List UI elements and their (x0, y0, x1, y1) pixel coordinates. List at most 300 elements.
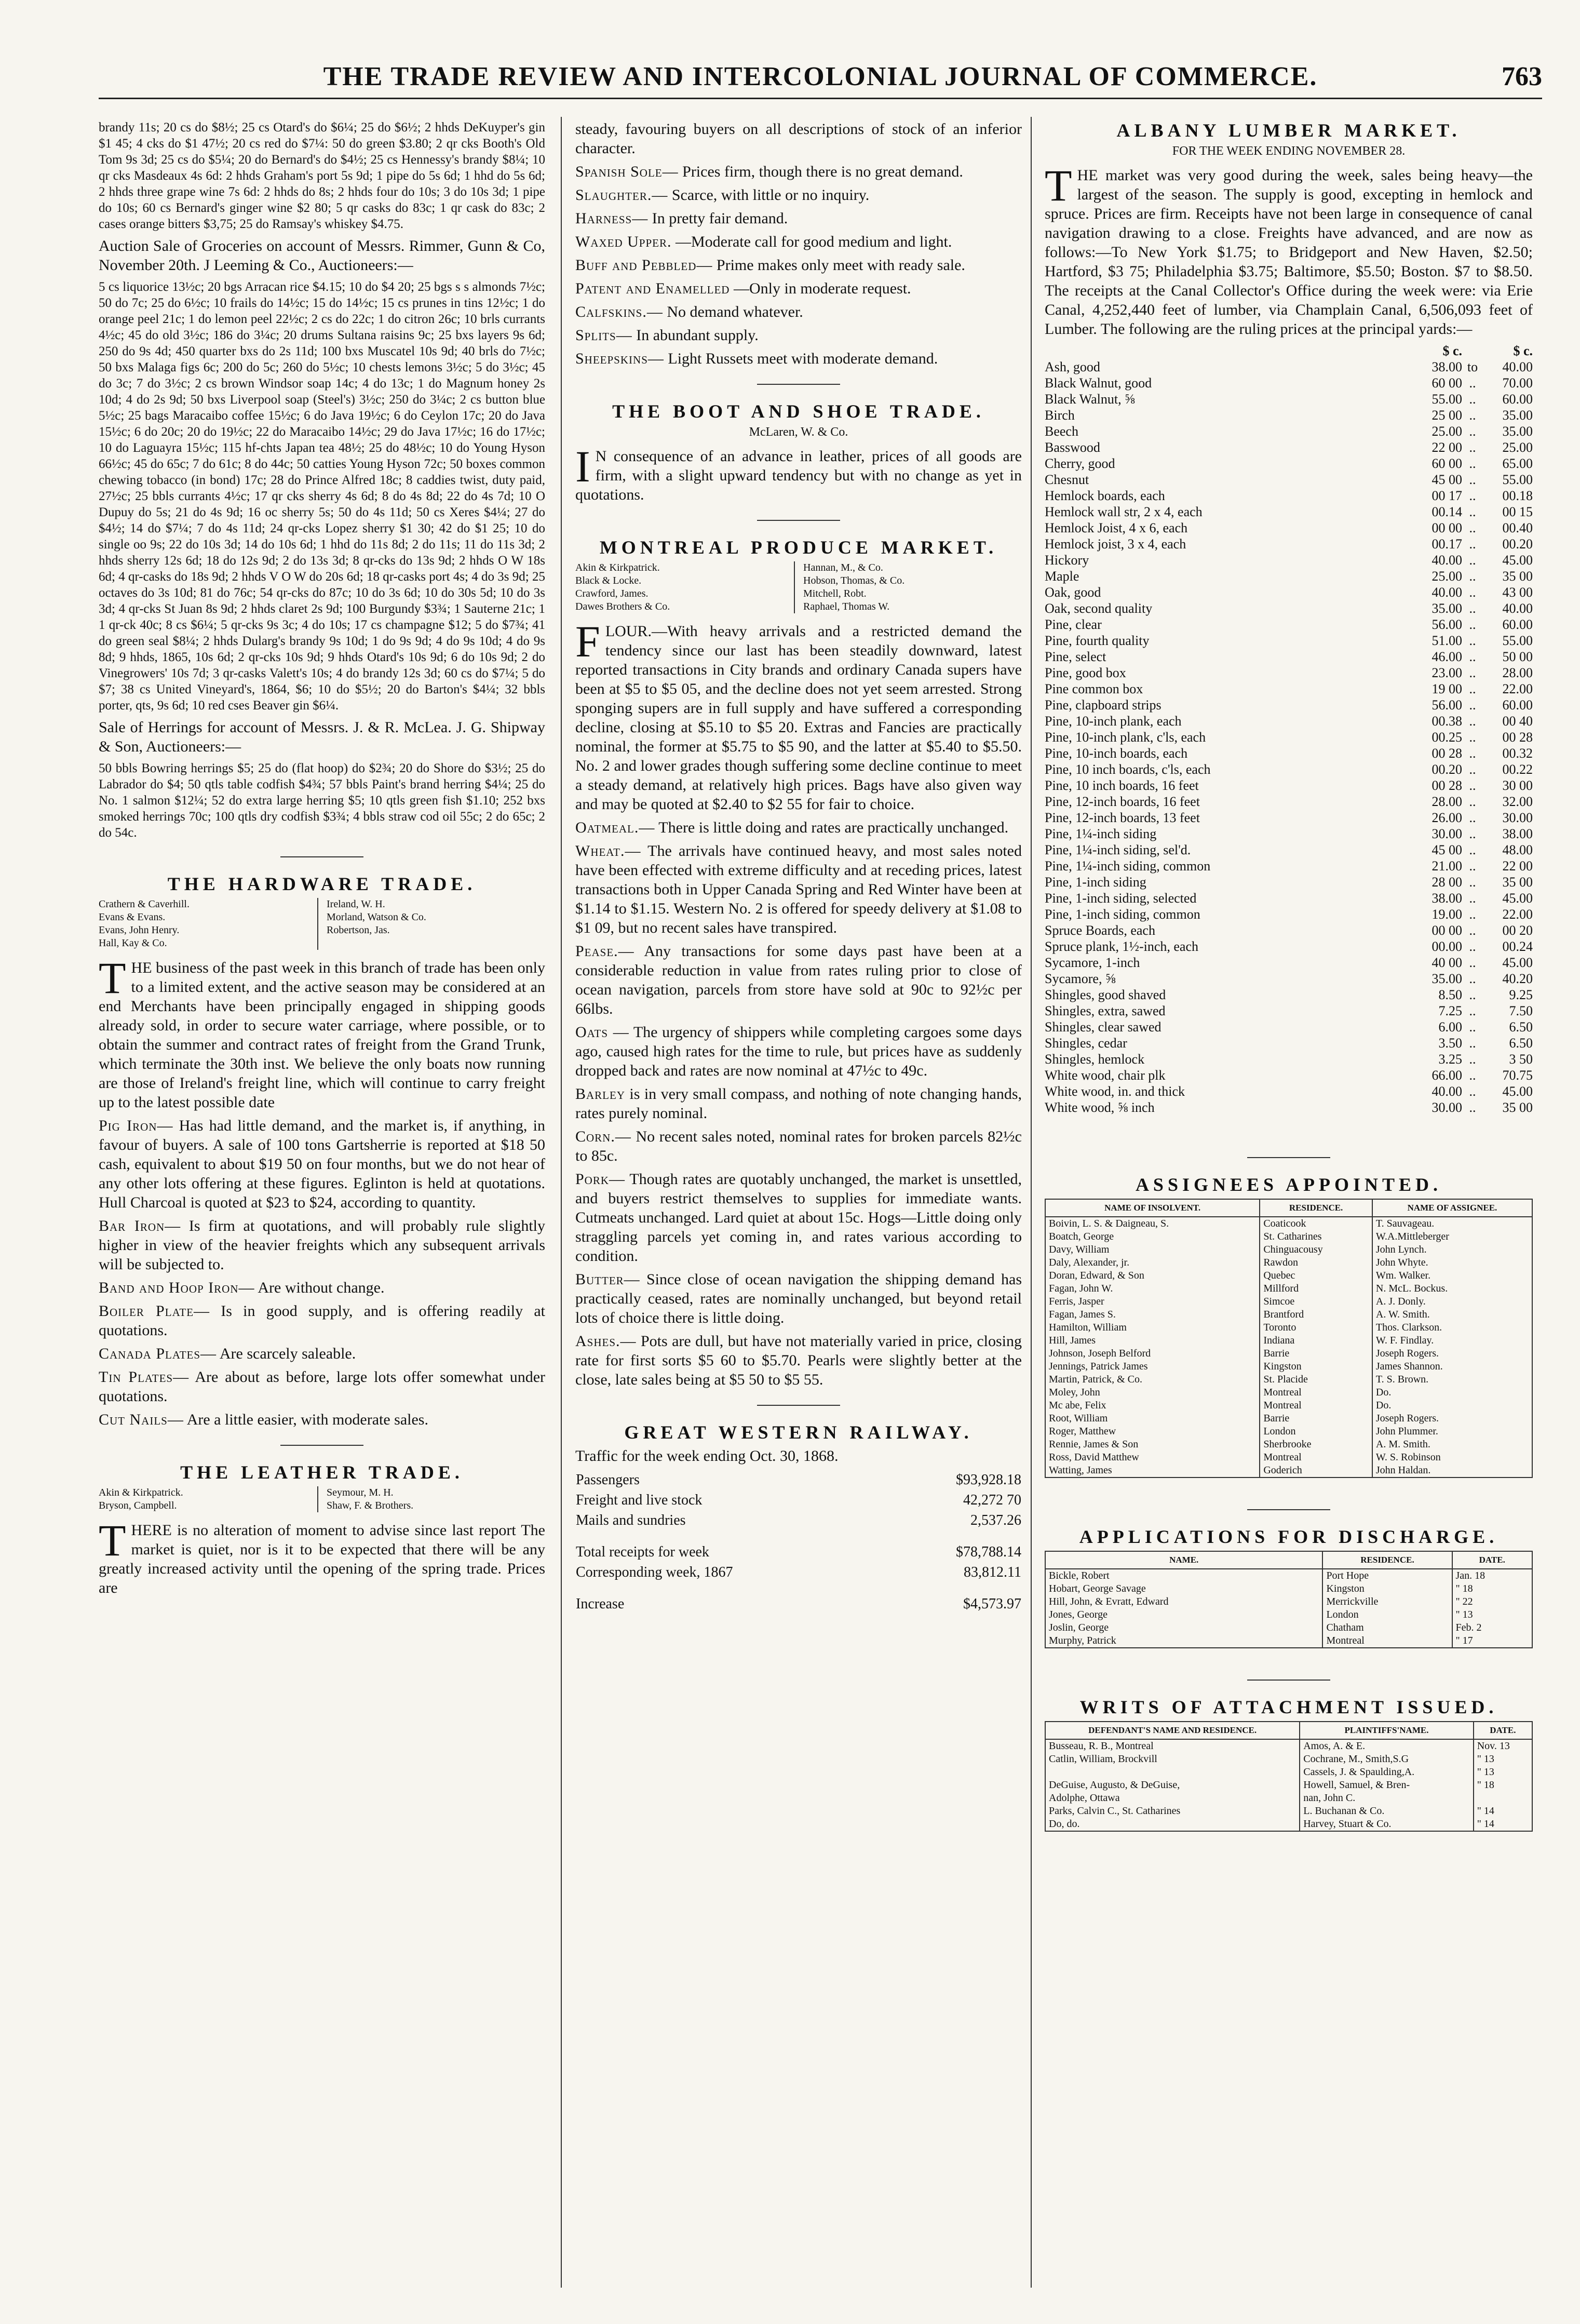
article-paragraph: Calfskins.— No demand whatever. (575, 303, 803, 320)
table-row: Pine, clapboard strips 56.00 .. 60.00 (1045, 697, 1533, 713)
table-cell: Toronto (1260, 1321, 1372, 1334)
table-cell: " 18 (1474, 1779, 1532, 1792)
table-cell: Joslin, George (1045, 1621, 1322, 1634)
price-low: 55.00 (1432, 392, 1462, 407)
article-paragraph: Cut Nails— Are a little easier, with moderate sales. (99, 1411, 428, 1428)
price-high: 6.50 (1509, 1019, 1533, 1035)
price-low: 00 00 (1432, 520, 1462, 535)
table-cell: Rennie, James & Son (1045, 1438, 1260, 1451)
table-cell: London (1322, 1608, 1452, 1621)
table-cell: W. F. Findlay. (1372, 1334, 1532, 1347)
table-row: White wood, chair plk 66.00 .. 70.75 (1045, 1068, 1533, 1083)
price-low: 3.25 (1438, 1052, 1462, 1067)
price-high: 3 50 (1509, 1052, 1533, 1067)
table-row (1045, 359, 1533, 375)
lumber-item: Ash, good (1045, 359, 1100, 374)
price-low: 8.50 (1438, 987, 1462, 1002)
table-cell: Hamilton, William (1045, 1321, 1260, 1334)
price-high: 6.50 (1509, 1036, 1533, 1051)
table-cell: Wm. Walker. (1372, 1269, 1532, 1282)
table-cell: Quebec (1260, 1269, 1372, 1282)
table-row: Spruce plank, 1½-inch, each 00.00 .. 00.24 (1045, 939, 1533, 954)
table-cell: Jan. 18 (1452, 1569, 1532, 1582)
table-row (1045, 1753, 1532, 1766)
price-high: 00.20 (1502, 536, 1533, 552)
table-row: Oak, second quality 35.00 .. 40.00 (1045, 601, 1533, 616)
table-row (1045, 1243, 1532, 1256)
table-cell: W. S. Robinson (1372, 1451, 1532, 1464)
table-row (1045, 1569, 1532, 1582)
price-low: 00.25 (1432, 730, 1462, 745)
article-paragraph: THERE is no alteration of moment to advise since last report The market is quiet, nor is it to be expected that there will be any greatly increased activity until the opening of the spring trade. Prices are (99, 1515, 545, 1596)
table-cell: Johnson, Joseph Belford (1045, 1347, 1260, 1360)
table-row: Freight and live stock 42,272 70 (576, 1492, 1021, 1508)
price-high: 30 00 (1502, 778, 1533, 793)
price-high: 60.00 (1502, 392, 1533, 407)
table-row (1045, 1739, 1532, 1753)
table-cell: Coaticook (1260, 1217, 1372, 1230)
price-high: 9.25 (1509, 987, 1533, 1002)
price-low: 38.00 (1432, 891, 1462, 906)
article-paragraph: I N consequence of an advance in leather, prices of all goods are firm, with a slight upward tendency but with no change as yet in quotations. (575, 441, 1022, 503)
range-word: to (1467, 359, 1478, 374)
table-cell: Merrickville (1322, 1595, 1452, 1608)
price-high: 00 15 (1502, 504, 1533, 519)
price-high: 48.00 (1502, 842, 1533, 857)
price-high: 38.00 (1502, 826, 1533, 841)
table-row: Black Walnut, good 60 00 .. 70.00 (1045, 375, 1533, 391)
table-cell: James Shannon. (1372, 1360, 1532, 1373)
price-low: 38.00 (1432, 359, 1462, 374)
price-high: 7.50 (1509, 1003, 1533, 1018)
lumber-item: Pine, 12-inch boards, 16 feet (1045, 794, 1200, 809)
table-row: Pine, select 46.00 .. 50 00 (1045, 649, 1533, 664)
price-low: 00.20 (1432, 762, 1462, 777)
table-cell: Parks, Calvin C., St. Catharines (1045, 1805, 1300, 1818)
section-subtitle: FOR THE WEEK ENDING NOVEMBER 28. (1172, 144, 1406, 158)
price-high: 00.40 (1502, 520, 1533, 535)
table-row: Basswood 22 00 .. 25.00 (1045, 440, 1533, 455)
table-row (1045, 1334, 1532, 1347)
price-high: 35 00 (1502, 1100, 1533, 1115)
lumber-item: Pine, 1¼-inch siding, sel'd. (1045, 842, 1191, 857)
lumber-price-table (1045, 343, 1533, 1116)
table-row (1045, 1217, 1532, 1230)
table-cell: Ross, David Matthew (1045, 1451, 1260, 1464)
price-low: 3.50 (1438, 1036, 1462, 1051)
table-cell: Boivin, L. S. & Daigneau, S. (1045, 1217, 1260, 1230)
price-low: 00 28 (1432, 746, 1462, 761)
table-row (1045, 1386, 1532, 1399)
section-title-leather: THE LEATHER TRADE. (180, 1462, 464, 1483)
article-paragraph: Pork— Though rates are quotably unchanged, the market is unsettled, and buyers restrict themselves to supplies for immediate wants. Cutmeats unchanged. Lard quiet at about 15c. Hogs—Little doing only straggling parcels yet coming in, and rates various according to condition. (575, 1171, 1022, 1265)
price-low: 00.17 (1432, 536, 1462, 552)
article-paragraph: Sheepskins— Light Russets meet with moderate demand. (575, 350, 938, 367)
section-title-lumber: ALBANY LUMBER MARKET. (1116, 120, 1461, 141)
table-cell: Kingston (1322, 1582, 1452, 1595)
article-paragraph: Waxed Upper. —Moderate call for good medium and light. (575, 233, 952, 250)
table-row: Corresponding week, 1867 83,812.11 (576, 1564, 1021, 1580)
table-cell: Fagan, James S. (1045, 1308, 1260, 1321)
price-low: 25.00 (1432, 569, 1462, 584)
lumber-item: Pine, 1-inch siding, selected (1045, 891, 1197, 906)
table-row (1045, 1595, 1532, 1608)
lumber-item: Pine, 12-inch boards, 13 feet (1045, 810, 1200, 825)
lumber-item: Oak, second quality (1045, 601, 1153, 616)
price-low: 00 28 (1432, 778, 1462, 793)
table-row: Pine, fourth quality 51.00 .. 55.00 (1045, 633, 1533, 648)
price-high: 70.00 (1502, 375, 1533, 391)
table-cell: " 13 (1474, 1766, 1532, 1779)
price-low: 56.00 (1432, 617, 1462, 632)
lumber-item: Hickory (1045, 553, 1089, 568)
section-subtitle: McLaren, W. & Co. (749, 425, 848, 439)
article-paragraph: Oatmeal.— There is little doing and rates are practically unchanged. (575, 819, 1009, 836)
price-low: 45 00 (1432, 842, 1462, 857)
table-header-row: NAME OF INSOLVENT. RESIDENCE. NAME OF ASSIGNEE. (1045, 1199, 1532, 1217)
railway-caption: Traffic for the week ending Oct. 30, 1868. (575, 1447, 839, 1465)
table-row: Hemlock boards, each 00 17 .. 00.18 (1045, 488, 1533, 503)
article-paragraph: Corn.— No recent sales noted, nominal rates for broken parcels 82½c to 85c. (575, 1128, 1022, 1164)
lumber-item: White wood, in. and thick (1045, 1084, 1185, 1099)
article-paragraph: Buff and Pebbled— Prime makes only meet with ready sale. (575, 257, 965, 274)
table-row: Pine, 10 inch boards, 16 feet 00 28 .. 30 00 (1045, 778, 1533, 793)
writs-table (1045, 1721, 1533, 1832)
table-cell: Harvey, Stuart & Co. (1300, 1818, 1474, 1831)
article-paragraph: Wheat.— The arrivals have continued heavy, and most sales noted have been effected with extreme difficulty and at receding prices, latest transactions both in Upper Canada Spring and Red Winter have been at $1.14 to $1.15. Western No. 2 is offered for speedy delivery at $1.08 to $1 09, but no recent sales have transpired. (575, 842, 1022, 936)
assignees-table (1045, 1199, 1533, 1478)
price-low: 26.00 (1432, 810, 1462, 825)
section-title-hardware: THE HARDWARE TRADE. (167, 874, 477, 894)
section-separator (1247, 1157, 1330, 1158)
lumber-item: Shingles, hemlock (1045, 1052, 1145, 1067)
table-row: Total receipts for week $78,788.14 (576, 1544, 1021, 1560)
table-row: Pine common box 19 00 .. 22.00 (1045, 681, 1533, 696)
price-low: 00.14 (1432, 504, 1462, 519)
table-cell: " 18 (1452, 1582, 1532, 1595)
price-high: 00 40 (1502, 714, 1533, 729)
table-row (1045, 1425, 1532, 1438)
lumber-item: Pine, clapboard strips (1045, 697, 1162, 713)
page-header (99, 61, 1542, 99)
table-cell: London (1260, 1425, 1372, 1438)
auction-text: 5 cs liquorice 13½c; 20 bgs Arracan rice $4.15; 10 do $4 20; 25 bgs s s almonds 7½c; 50 do 7c; 25 do 6½c; 10 frails do 14½c; 15 do 14½c; 15 cs prunes in tins 12½c; 1 do orange peel 21c; 1 do lemon peel 22½c; 2 cs do 22c; 1 do citron 26c; 10 brls currants 4½c; 45 do old 3½c; 186 do 3¼c; 20 drums Sultana raisins 9c; 25 bxs layers 9s 6d; 250 do 9s 4d; 450 quarter bxs do 2s 11d; 100 bxs Muscatel 10s 9d; 40 brls do 7½c; 50 bxs Malaga figs 6c; 200 do 5c; 260 do 5½c; 10 chests lemons 3½c; 5 do 3½c; 45 do 3c; 7 do 3½c; 2 cs brown Windsor soap 14c; 4 do 13c; 1 do Magnum honey 2s 10d; 4 do 2s 9d; 50 bxs Liverpool soap (Steel's) 3½c; 250 do 3¼c; 2 cs button blue 5½c; 25 bags Maracaibo coffee 15½c; 6 do Java 19½c; 6 do Ceylon 17c; 20 do Java 15½c; 6 do 20c; 20 do 19½c; 22 do Maracaibo 14½c; 29 do Java 17½c; 16 do 17½c; 10 do Laguayra 15½c; 115 hf-chts Japan tea 48½; 25 do 48½c; 10 do Young Hyson 66½c; 45 do 65c; 7 do 61c; 8 do 44c; 50 catties Young Hyson 72c; 50 boxes common chewing tobacco (in bond) 17c; 28 do Prince Alfred 18c; 8 caddies twist, duty paid, 27½c; 25 bbls currants 4½c; 17 qr cks sherry 4s 6d; 8 do 4s 8d; 22 do 4s 7d; 10 O Dupuy do 5s; 21 do 4s 9d; 16 oc sherry 5s; 50 do 4s 11d; 50 cs Xeres $4¼; 27 do $4½; 14 do $7¼; 7 do 4s 11d; 24 qr-cks Lopez sherry $1 30; 42 do $1 25; 10 do single oo 9s; 22 do 10s 3d; 14 do 10s 6d; 1 hhd do 11s 8d; 2 do 11s; 11 do 11s 3d; 2 hhds sherry 12s 6d; 18 do 12s 9d; 2 do 13s 3d; 8 qr-cks do 13s 9d; 2 hhds O W 18s 6d; 4 qr-casks do 18s 9d; 2 hhds V O W do 20s 6d; 18 qr-casks port 4s; 4 do 3s 9d; 25 octaves do 3s 10d; 81 do 76c; 54 qr-cks do 87c; 10 do 3s 6d; 10 do 30s 5d; 10 do 3s 3d; 4 qr-cks St Juan 8s 9d; 2 hhds claret 2s 9d; 100 Burgundy $3¾; 1 Sauterne 21c; 1 1 qr-ck 40c; 8 cs $6¼; 5 qr-cks 9s 3c; 4 do 10s; 17 cs champagne $12; 5 do $7¾; 41 do green seal $8¼; 2 hhds Dularg's brandy 9s 10d; 1 do 9s 9d; 4 do 9s 10d; 4 do 9s 8d; 9 hhds, 1865, 10s 6d; 2 qr-cks 10s 9d; 9 hhds Otard's 10s 9d; 6 do 10s 9d; 2 do Vinegrowers' 10s 7d; 3 qr-casks Valett's 10s; 4 do brandy 12s 3d; 60 cs do $7¼; 5 do $7; 38 cs United Vineyard's, 1864, $6; 10 do $5½; 20 do Barton's $4¼; 32 bbls porter, qts, 9s 6d; 10 red cses Beaver gin $6¼. (99, 280, 545, 713)
lumber-item: Hemlock wall str, 2 x 4, each (1045, 504, 1203, 519)
table-cell: nan, John C. (1300, 1792, 1474, 1805)
column-divider (561, 117, 562, 2288)
section-title-discharge: APPLICATIONS FOR DISCHARGE. (1079, 1526, 1498, 1547)
price-high: 60.00 (1502, 697, 1533, 713)
table-cell: Barrie (1260, 1412, 1372, 1425)
article-paragraph: Pig Iron— Has had little demand, and the market is, if anything, in favour of buyers. A sale of 100 tons Gartsherrie is reported at $18 50 cash, equivalent to about $19 50 on four months, but we do not hear of any other lots offering at these figures. Eglinton is held at quotations. Hull Charcoal is quoted at $23 to $24, according to quantity. (99, 1117, 546, 1211)
lumber-item: Pine, fourth quality (1045, 633, 1150, 648)
price-high: 40.00 (1502, 601, 1533, 616)
article-paragraph: Boiler Plate— Is in good supply, and is offering readily at quotations. (99, 1302, 545, 1339)
table-header-row: NAME. RESIDENCE. DATE. (1045, 1551, 1532, 1569)
article-paragraph: Splits— In abundant supply. (575, 327, 759, 344)
article-paragraph: Patent and Enamelled —Only in moderate request. (575, 280, 911, 297)
lumber-item: Pine, 1¼-inch siding (1045, 826, 1157, 841)
table-cell: W.A.Mittleberger (1372, 1230, 1532, 1243)
price-low: 35.00 (1432, 601, 1462, 616)
traffic-table (575, 1470, 1022, 1614)
table-cell: Do. (1372, 1399, 1532, 1412)
table-row: Pine, 12-inch boards, 16 feet 28.00 .. 32.00 (1045, 794, 1533, 809)
table-cell: John Whyte. (1372, 1256, 1532, 1269)
table-row: Increase $4,573.97 (576, 1596, 1021, 1612)
price-low: 30.00 (1432, 826, 1462, 841)
article-paragraph: Bar Iron— Is firm at quotations, and will probably rule slightly higher in view of the heavier freights which any subsequent arrivals will be subjected to. (99, 1217, 546, 1273)
table-cell: Indiana (1260, 1334, 1372, 1347)
article-paragraph: Spanish Sole— Prices firm, though there is no great demand. (575, 163, 963, 180)
lumber-item: Pine, 1¼-inch siding, common (1045, 858, 1211, 874)
price-low: 25.00 (1432, 424, 1462, 439)
table-cell: T. S. Brown. (1372, 1373, 1532, 1386)
table-row (1045, 1582, 1532, 1595)
lumber-item: White wood, ⅝ inch (1045, 1100, 1155, 1115)
table-row: White wood, ⅝ inch 30.00 .. 35 00 (1045, 1100, 1533, 1115)
lumber-item: Beech (1045, 424, 1078, 439)
lumber-item: Pine, 10-inch plank, c'ls, each (1045, 730, 1206, 745)
table-cell: John Plummer. (1372, 1425, 1532, 1438)
section-separator (757, 1405, 840, 1406)
article-paragraph: Oats — The urgency of shippers while completing cargoes some days ago, caused high rates for the time to rule, but prices have as suddenly dropped back and rates are now nominal at 47½c to 49c. (575, 1024, 1022, 1079)
price-low: 25 00 (1432, 408, 1462, 423)
table-row (1045, 1399, 1532, 1412)
price-high: 00 28 (1502, 730, 1533, 745)
price-high: 22.00 (1502, 907, 1533, 922)
table-cell: Nov. 13 (1474, 1739, 1532, 1753)
table-cell: Daly, Alexander, jr. (1045, 1256, 1260, 1269)
table-cell: L. Buchanan & Co. (1300, 1805, 1474, 1818)
table-cell: Chinguacousy (1260, 1243, 1372, 1256)
table-cell: Sherbrooke (1260, 1438, 1372, 1451)
price-low: 19 00 (1432, 681, 1462, 696)
price-low: 40.00 (1432, 553, 1462, 568)
price-low: 23.00 (1432, 665, 1462, 680)
article-paragraph: Slaughter.— Scarce, with little or no inquiry. (575, 186, 870, 204)
table-cell: N. McL. Bockus. (1372, 1282, 1532, 1295)
article-paragraph: steady, favouring buyers on all descriptions of stock of an inferior character. (575, 120, 1022, 157)
price-low: 46.00 (1432, 649, 1462, 664)
section-separator (280, 856, 363, 857)
table-cell: Doran, Edward, & Son (1045, 1269, 1260, 1282)
table-cell: Barrie (1260, 1347, 1372, 1360)
table-cell: " 13 (1474, 1753, 1532, 1766)
table-row: Pine, 10-inch plank, each 00.38 .. 00 40 (1045, 714, 1533, 729)
article-paragraph: Tin Plates— Are about as before, large lots offer somewhat under quotations. (99, 1368, 545, 1405)
section-title-boot-shoe: THE BOOT AND SHOE TRADE. (612, 401, 985, 422)
table-cell: " 17 (1452, 1634, 1532, 1648)
lumber-item: Sycamore, 1-inch (1045, 955, 1140, 970)
table-row: Sycamore, ⅝ 35.00 .. 40.20 (1045, 971, 1533, 986)
table-row (1045, 1230, 1532, 1243)
lumber-item: Pine, clear (1045, 617, 1102, 632)
table-cell: Montreal (1322, 1634, 1452, 1648)
table-row: Pine, 10-inch plank, c'ls, each 00.25 .. 00 28 (1045, 730, 1533, 745)
price-low: 22 00 (1432, 440, 1462, 455)
lumber-item: Spruce plank, 1½-inch, each (1045, 939, 1199, 954)
table-row: Sycamore, 1-inch 40 00 .. 45.00 (1045, 955, 1533, 970)
article-paragraph: THE business of the past week in this branch of trade has been only to a limited extent, and the active season may be considered at an end Merchants have been principally engaged in shipping goods already sold, in order to secure water carriage, where possible, or to obtain the summer and contract rates of freight from the Grand Trunk, which terminate the 30th inst. We believe the only boats now running are those of Ireland's freight line, which will continue to carry freight up to the latest possible date (99, 953, 545, 1111)
table-row: Hemlock wall str, 2 x 4, each 00.14 .. 00 15 (1045, 504, 1533, 519)
table-row: Pine, 10-inch boards, each 00 28 .. 00.32 (1045, 746, 1533, 761)
price-high: 60.00 (1502, 617, 1533, 632)
table-row: Pine, 12-inch boards, 13 feet 26.00 .. 30.00 (1045, 810, 1533, 825)
table-row (1045, 1412, 1532, 1425)
table-cell: John Lynch. (1372, 1243, 1532, 1256)
price-low: 28.00 (1432, 794, 1462, 809)
column-3 (1045, 119, 1533, 1832)
table-row: Shingles, hemlock 3.25 .. 3 50 (1045, 1052, 1533, 1067)
price-high: 28.00 (1502, 665, 1533, 680)
price-high: 22 00 (1502, 858, 1533, 874)
table-cell: A. W. Smith. (1372, 1308, 1532, 1321)
table-row (1045, 1282, 1532, 1295)
lumber-item: Sycamore, ⅝ (1045, 971, 1116, 986)
lumber-item: Spruce Boards, each (1045, 923, 1155, 938)
table-cell: A. J. Donly. (1372, 1295, 1532, 1308)
price-high: 30.00 (1502, 810, 1533, 825)
column-1 (99, 119, 545, 1602)
table-cell: Murphy, Patrick (1045, 1634, 1322, 1648)
lumber-item: Birch (1045, 408, 1075, 423)
price-low: 7.25 (1438, 1003, 1462, 1018)
lumber-item: Maple (1045, 569, 1079, 584)
table-cell: Amos, A. & E. (1300, 1739, 1474, 1753)
article-paragraph: Band and Hoop Iron— Are without change. (99, 1279, 385, 1296)
table-cell: John Haldan. (1372, 1464, 1532, 1477)
lumber-item: Pine, 10-inch boards, each (1045, 746, 1188, 761)
page-title: THE TRADE REVIEW AND INTERCOLONIAL JOURNAL OF COMMERCE. (323, 62, 1318, 91)
price-low: 19.00 (1432, 907, 1462, 922)
table-cell: Feb. 2 (1452, 1621, 1532, 1634)
table-cell: Hobart, George Savage (1045, 1582, 1322, 1595)
table-cell: Boatch, George (1045, 1230, 1260, 1243)
price-low: 28 00 (1432, 875, 1462, 890)
table-row: Pine, 1-inch siding, selected 38.00 .. 45.00 (1045, 891, 1533, 906)
price-high: 50 00 (1502, 649, 1533, 664)
table-cell: Watting, James (1045, 1464, 1260, 1477)
lumber-item: Pine, 10 inch boards, 16 feet (1045, 778, 1199, 793)
table-cell: Simcoe (1260, 1295, 1372, 1308)
auction-heading: Auction Sale of Groceries on account of Messrs. Rimmer, Gunn & Co, November 20th. J Leeming & Co., Auctioneers:— (99, 237, 545, 274)
table-row: Pine, 1¼-inch siding, sel'd. 45 00 .. 48.00 (1045, 842, 1533, 857)
article-paragraph: Pease.— Any transactions for some days past have been at a considerable reduction in value from rates ruling prior to close of ocean navigation, parcels from store have sold at 90c to 92½c per 66lbs. (575, 943, 1022, 1017)
discharge-table (1045, 1551, 1533, 1648)
table-row: Cherry, good 60 00 .. 65.00 (1045, 456, 1533, 471)
table-cell: Montreal (1260, 1451, 1372, 1464)
section-separator (757, 520, 840, 521)
price-high: 55.00 (1502, 633, 1533, 648)
table-cell: " 14 (1474, 1805, 1532, 1818)
table-cell: Brantford (1260, 1308, 1372, 1321)
table-row: Pine, 1¼-inch siding, common 21.00 .. 22 00 (1045, 858, 1533, 874)
lumber-item: Basswood (1045, 440, 1100, 455)
table-cell: St. Placide (1260, 1373, 1372, 1386)
table-row: Black Walnut, ⅝ 55.00 .. 60.00 (1045, 392, 1533, 407)
lumber-item: Pine, 10-inch plank, each (1045, 714, 1182, 729)
price-low: 40 00 (1432, 955, 1462, 970)
lumber-item: Pine, select (1045, 649, 1106, 664)
article-paragraph: FLOUR.—With heavy arrivals and a restricted demand the tendency since our last has been steadily downward, latest reported transactions in City brands and ordinary Canada supers have been at $5 to $5 05, and the decline does not yet seem arrested. Strong sponging supers are in full supply and have suffered a corresponding decline, closing at $5.10 to $5 20. Extras and Fancies are practically nominal, the former at $5.75 to $5 90, and the latter at $5.40 to $5.50. No. 2 and lower grades though suffering some decline continue to meet a steady demand, at relatively high prices. Bags have also given way and may be quoted at $2.40 to $2 55 for fair to choice. (575, 616, 1022, 813)
lumber-item: Hemlock boards, each (1045, 488, 1165, 503)
table-cell: St. Catharines (1260, 1230, 1372, 1243)
table-cell: " 13 (1452, 1608, 1532, 1621)
table-cell: Ferris, Jasper (1045, 1295, 1260, 1308)
lumber-item: Chesnut (1045, 472, 1089, 487)
table-row: Hickory 40.00 .. 45.00 (1045, 553, 1533, 568)
table-cell (1045, 1766, 1300, 1779)
table-cell: Do. (1372, 1386, 1532, 1399)
price-low: 21.00 (1432, 858, 1462, 874)
table-row: Pine, 10 inch boards, c'ls, each 00.20 .. 00.22 (1045, 762, 1533, 777)
page-number: 763 (1502, 62, 1542, 91)
table-row: Pine, good box 23.00 .. 28.00 (1045, 665, 1533, 680)
table-row: Spruce Boards, each 00 00 .. 00 20 (1045, 923, 1533, 938)
table-row (1045, 1621, 1532, 1634)
table-cell: A. M. Smith. (1372, 1438, 1532, 1451)
section-separator (757, 384, 840, 385)
table-cell: Roger, Matthew (1045, 1425, 1260, 1438)
section-separator (280, 1445, 363, 1446)
table-row (1045, 1373, 1532, 1386)
table-cell: Catlin, William, Brockvill (1045, 1753, 1300, 1766)
table-cell: Fagan, John W. (1045, 1282, 1260, 1295)
section-title-railway: GREAT WESTERN RAILWAY. (624, 1422, 973, 1443)
price-low: 40.00 (1432, 585, 1462, 600)
table-cell: Hill, James (1045, 1334, 1260, 1347)
table-cell: " 22 (1452, 1595, 1532, 1608)
lumber-item: Hemlock Joist, 4 x 6, each (1045, 520, 1188, 535)
table-cell: Jennings, Patrick James (1045, 1360, 1260, 1373)
table-cell: Millford (1260, 1282, 1372, 1295)
firm-list: Crathern & Caverhill. Evans & Evans. Evans, John Henry. Hall, Kay & Co. Ireland, W. H. Morland, Watson & Co. Robertson, Jas. (99, 898, 545, 950)
lumber-item: Shingles, good shaved (1045, 987, 1166, 1002)
table-row: Oak, good 40.00 .. 43 00 (1045, 585, 1533, 600)
table-header-row: $ c. $ c. (1442, 343, 1533, 358)
table-row: Pine, clear 56.00 .. 60.00 (1045, 617, 1533, 632)
table-row: Chesnut 45 00 .. 55.00 (1045, 472, 1533, 487)
firm-list: Akin & Kirkpatrick. Black & Locke. Crawford, James. Dawes Brothers & Co. Hannan, M., & Co. Hobson, Thomas, & Co. Mitchell, Robt. Raphael, Thomas W. (575, 561, 1022, 613)
lumber-item: Black Walnut, ⅝ (1045, 392, 1135, 407)
table-row: Shingles, good shaved 8.50 .. 9.25 (1045, 987, 1533, 1002)
auction-text: brandy 11s; 20 cs do $8½; 25 cs Otard's do $6¼; 25 do $6½; 2 hhds DeKuyper's gin $1 45; 4 cks do $1 47½; 20 cs red do $7¼: 50 do green $3.80; 2 qr cks Booth's Old Tom 9s 3d; 25 cs do $5¼; 20 do Bernard's do $4½; 25 cs Hennessy's brandy $8¼; 10 qr cks Masdeaux 4s 6d: 2 hhds Graham's port 5s 9d; 1 pipe do 5s 6d; 1 hhd do 5s 6d; 2 hhds three grape wine 7s 6d: 2 hhds do 8s; 2 hhds four do 10s; 3 do 10s 3d; 1 pipe do 10s; 60 cs Bernard's ginger wine $2 80; 5 qr casks do 83c; 1 qr cask do 83c; 2 cases orange bitters $3,75; 25 do Ramsay's whiskey $4.75. (99, 120, 545, 231)
table-cell: Kingston (1260, 1360, 1372, 1373)
column-divider (1031, 117, 1032, 2288)
table-cell: Martin, Patrick, & Co. (1045, 1373, 1260, 1386)
article-paragraph: Harness— In pretty fair demand. (575, 210, 788, 227)
lumber-item: Hemlock joist, 3 x 4, each (1045, 536, 1186, 552)
table-row (1045, 1360, 1532, 1373)
section-separator (1247, 1509, 1330, 1510)
price-high: 43 00 (1502, 585, 1533, 600)
price-high: 55.00 (1502, 472, 1533, 487)
table-cell: Cassels, J. & Spaulding,A. (1300, 1766, 1474, 1779)
table-cell: Do, do. (1045, 1818, 1300, 1831)
table-cell: Howell, Samuel, & Bren- (1300, 1779, 1474, 1792)
table-row (1045, 1792, 1532, 1805)
price-high: 25.00 (1502, 440, 1533, 455)
table-cell: Port Hope (1322, 1569, 1452, 1582)
price-high: 00.32 (1502, 746, 1533, 761)
lumber-item: Cherry, good (1045, 456, 1115, 471)
price-high: 00 20 (1502, 923, 1533, 938)
firm-list: Akin & Kirkpatrick. Bryson, Campbell. Seymour, M. H. Shaw, F. & Brothers. (99, 1486, 545, 1512)
table-cell: Goderich (1260, 1464, 1372, 1477)
lumber-item: White wood, chair plk (1045, 1068, 1166, 1083)
table-row (1045, 1805, 1532, 1818)
